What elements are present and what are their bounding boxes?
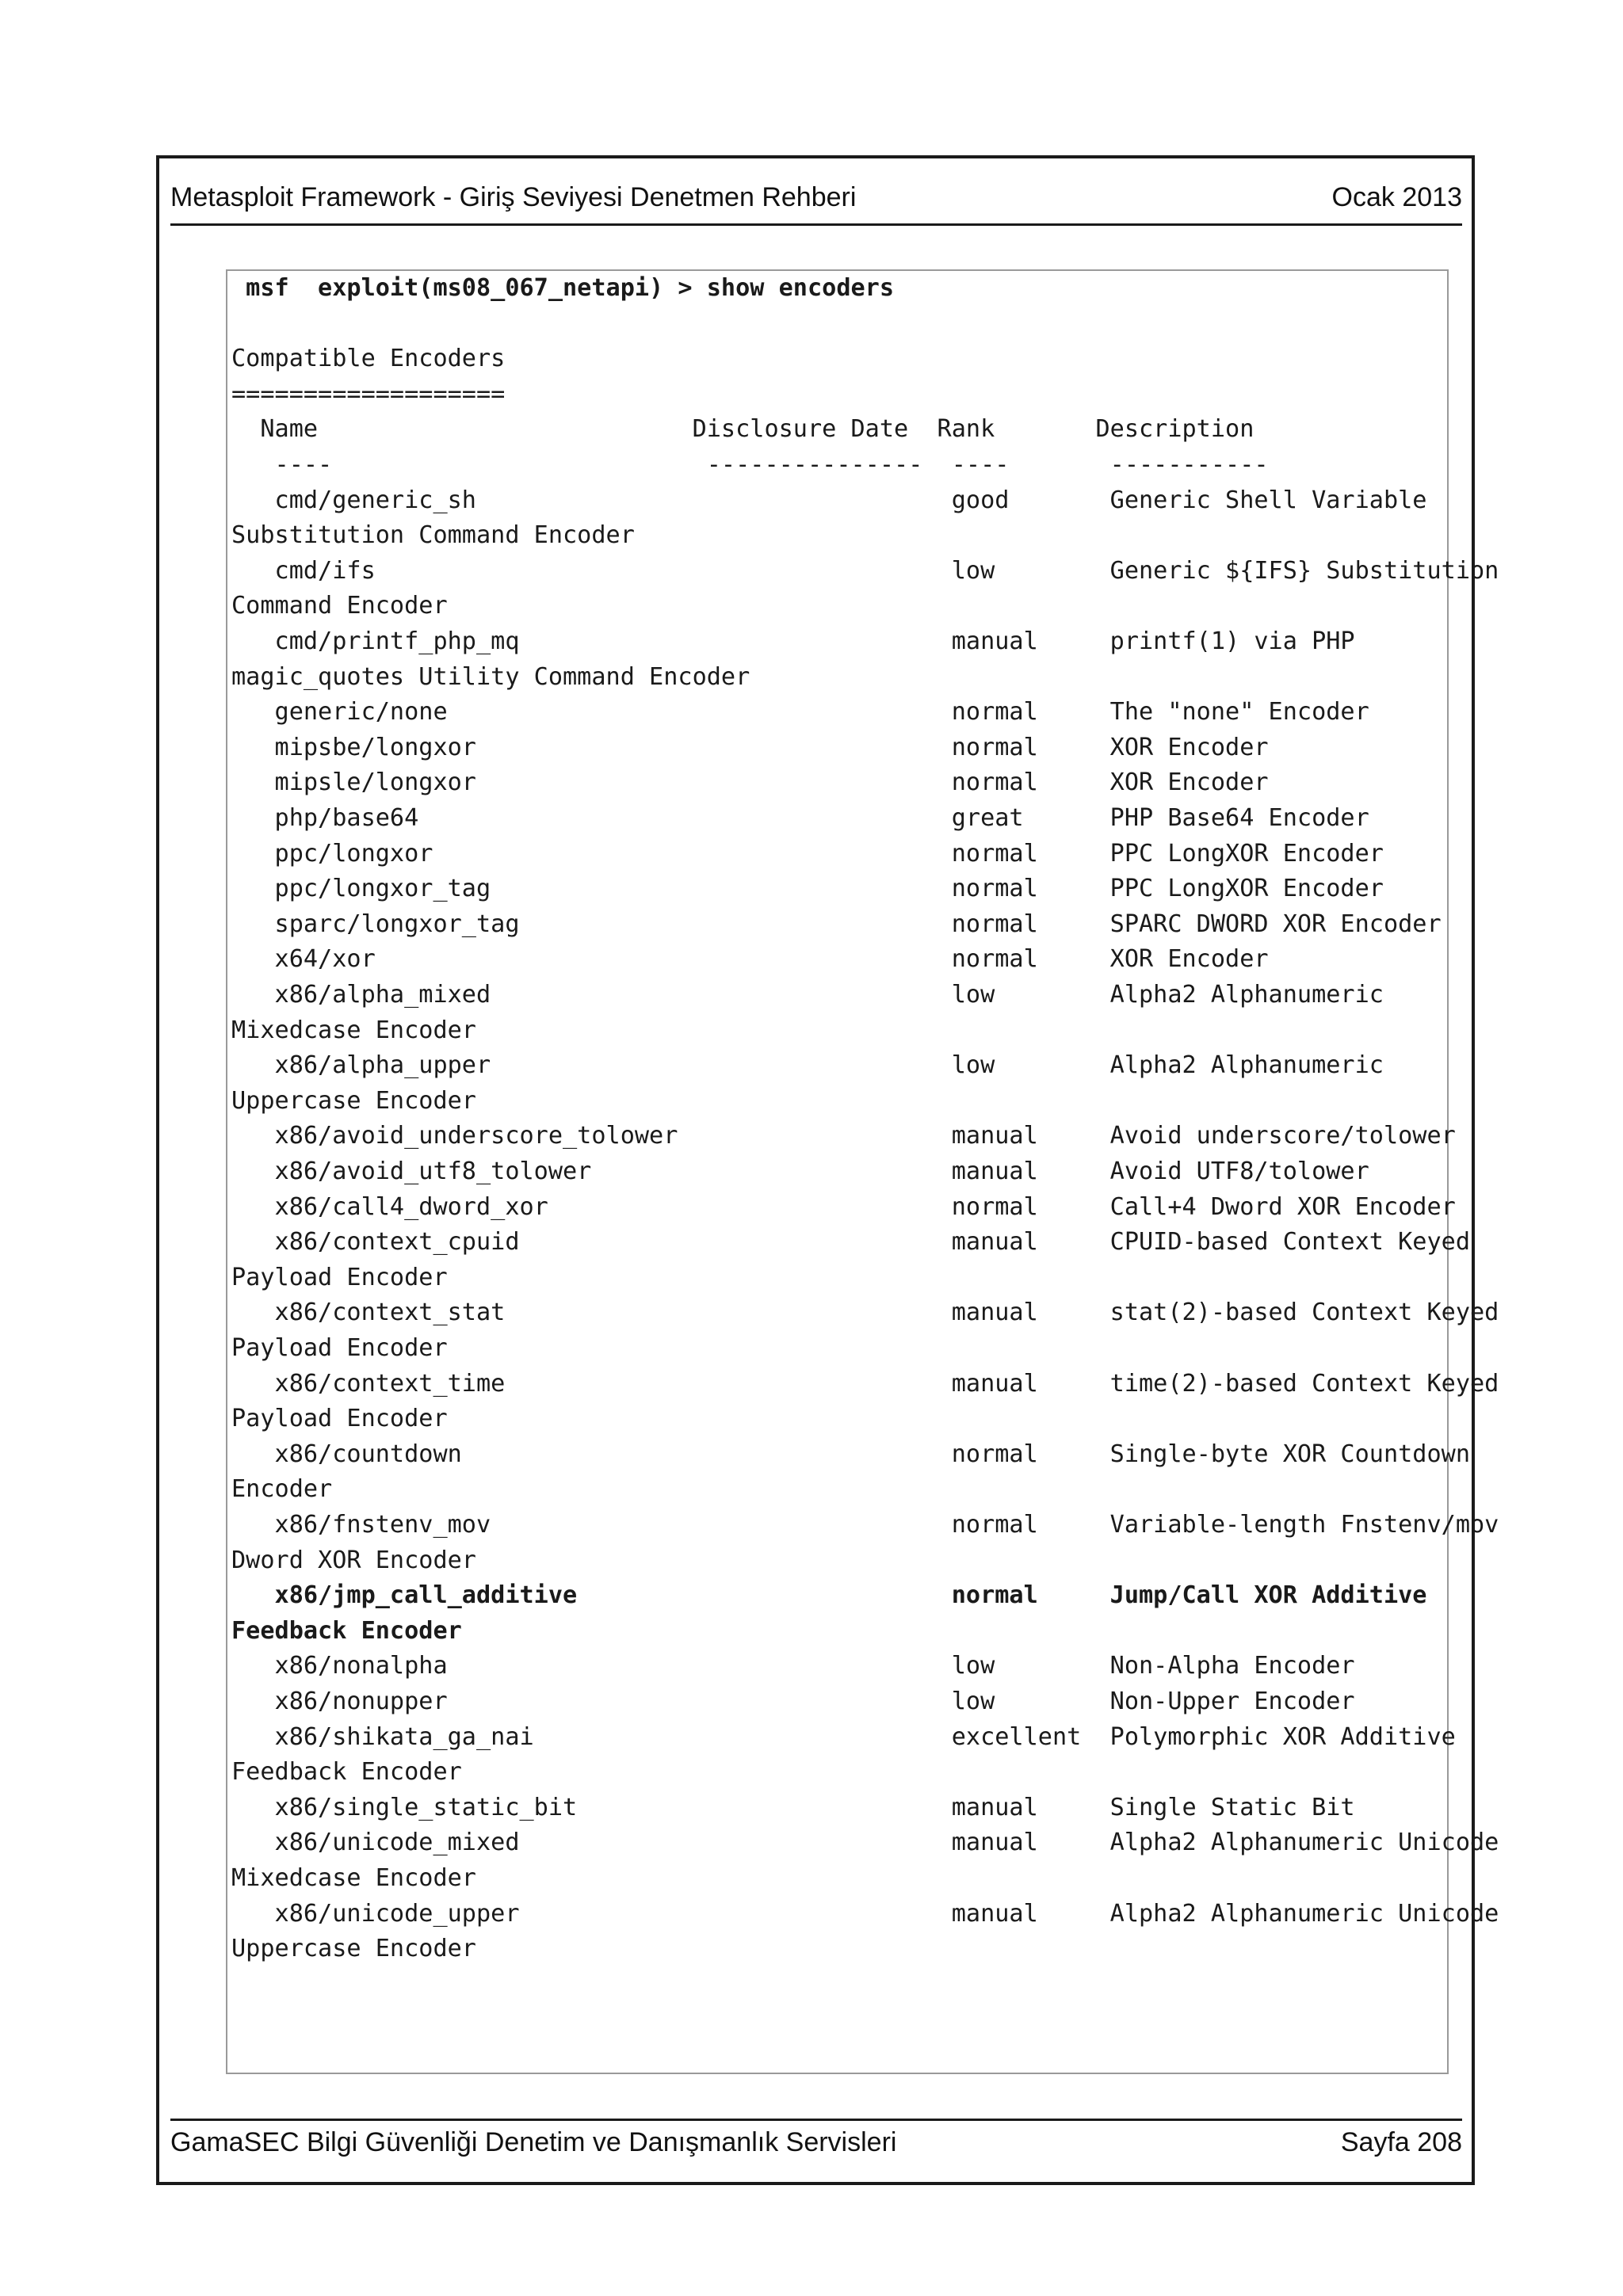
terminal-line: Payload Encoder (231, 1405, 448, 1433)
terminal-line: ppc/longxor normal PPC LongXOR Encoder (231, 839, 1384, 868)
terminal-line: x86/shikata_ga_nai excellent Polymorphic XOR Additive (231, 1722, 1456, 1751)
terminal-line: x86/nonupper low Non-Upper Encoder (231, 1688, 1355, 1715)
terminal-line: Mixedcase Encoder (231, 1016, 476, 1044)
page-number: Sayfa 208 (1340, 2127, 1462, 2157)
terminal-output-box (226, 269, 1499, 2074)
document-title: Metasploit Framework - Giriş Seviyesi Denetmen Rehberi (170, 182, 857, 212)
terminal-line: Payload Encoder (231, 1334, 448, 1362)
terminal-line: x86/unicode_upper manual Alpha2 Alphanumeric Unicode (231, 1899, 1499, 1928)
terminal-line: x86/fnstenv_mov normal Variable-length Fnstenv/mov (231, 1511, 1499, 1539)
page-header (170, 179, 1462, 226)
terminal-line: Payload Encoder (231, 1263, 448, 1291)
terminal-line: Substitution Command Encoder (231, 521, 635, 550)
terminal-line: Dword XOR Encoder (231, 1546, 476, 1574)
terminal-line: x86/countdown normal Single-byte XOR Countdown (231, 1440, 1470, 1468)
terminal-line: Compatible Encoders (231, 345, 506, 373)
terminal-line: Mixedcase Encoder (231, 1864, 476, 1892)
terminal-line: x86/single_static_bit manual Single Static Bit (231, 1793, 1355, 1821)
terminal-line: mipsle/longxor normal XOR Encoder (231, 769, 1269, 797)
terminal-line: x86/context_cpuid manual CPUID-based Context Keyed (231, 1228, 1470, 1257)
terminal-line: magic_quotes Utility Command Encoder (231, 662, 750, 691)
terminal-line: x86/unicode_mixed manual Alpha2 Alphanumeric Unicode (231, 1829, 1499, 1857)
terminal-line: generic/none normal The "none" Encoder (231, 698, 1369, 727)
terminal-line: Encoder (231, 1475, 333, 1504)
terminal-line: x64/xor normal XOR Encoder (231, 945, 1269, 974)
terminal-line: ---- --------------- ---- ----------- (231, 451, 1269, 479)
terminal-line: ppc/longxor_tag normal PPC LongXOR Encoder (231, 875, 1384, 903)
terminal-line: mipsbe/longxor normal XOR Encoder (231, 733, 1269, 761)
terminal-line: Name Disclosure Date Rank Description (231, 415, 1254, 444)
terminal-line: x86/context_time manual time(2)-based Context Keyed (231, 1369, 1499, 1398)
terminal-line: cmd/printf_php_mq manual printf(1) via PHP (231, 627, 1355, 655)
terminal-line: Command Encoder (231, 592, 448, 620)
terminal-line: php/base64 great PHP Base64 Encoder (231, 804, 1369, 832)
company-name: GamaSEC Bilgi Güvenliği Denetim ve Danışmanlık Servisleri (170, 2127, 897, 2157)
terminal-line: Feedback Encoder (231, 1616, 462, 1645)
terminal-line: Feedback Encoder (231, 1758, 462, 1787)
terminal-line: x86/call4_dword_xor normal Call+4 Dword XOR Encoder (231, 1192, 1456, 1221)
terminal-line: x86/alpha_upper low Alpha2 Alphanumeric (231, 1051, 1384, 1080)
command-prompt-line: msf exploit(ms08_067_netapi) > show encoders (231, 274, 895, 302)
terminal-line: =================== (231, 379, 506, 408)
terminal-line: cmd/generic_sh good Generic Shell Variable (231, 486, 1427, 514)
terminal-line: x86/context_stat manual stat(2)-based Context Keyed (231, 1299, 1499, 1327)
terminal-line: x86/avoid_utf8_tolower manual Avoid UTF8/tolower (231, 1158, 1369, 1185)
terminal-line: Uppercase Encoder (231, 1086, 476, 1115)
document-date: Ocak 2013 (1331, 182, 1462, 212)
terminal-line: sparc/longxor_tag normal SPARC DWORD XOR Encoder (231, 910, 1442, 938)
terminal-line: cmd/ifs low Generic ${IFS} Substitution (231, 556, 1499, 585)
page-footer (170, 2119, 1462, 2165)
terminal-line: x86/jmp_call_additive normal Jump/Call XOR Additive (231, 1581, 1427, 1610)
terminal-line: Uppercase Encoder (231, 1935, 476, 1963)
terminal-line: x86/alpha_mixed low Alpha2 Alphanumeric (231, 981, 1384, 1009)
terminal-line: x86/nonalpha low Non-Alpha Encoder (231, 1652, 1355, 1680)
terminal-line: x86/avoid_underscore_tolower manual Avoid underscore/tolower (231, 1122, 1456, 1150)
